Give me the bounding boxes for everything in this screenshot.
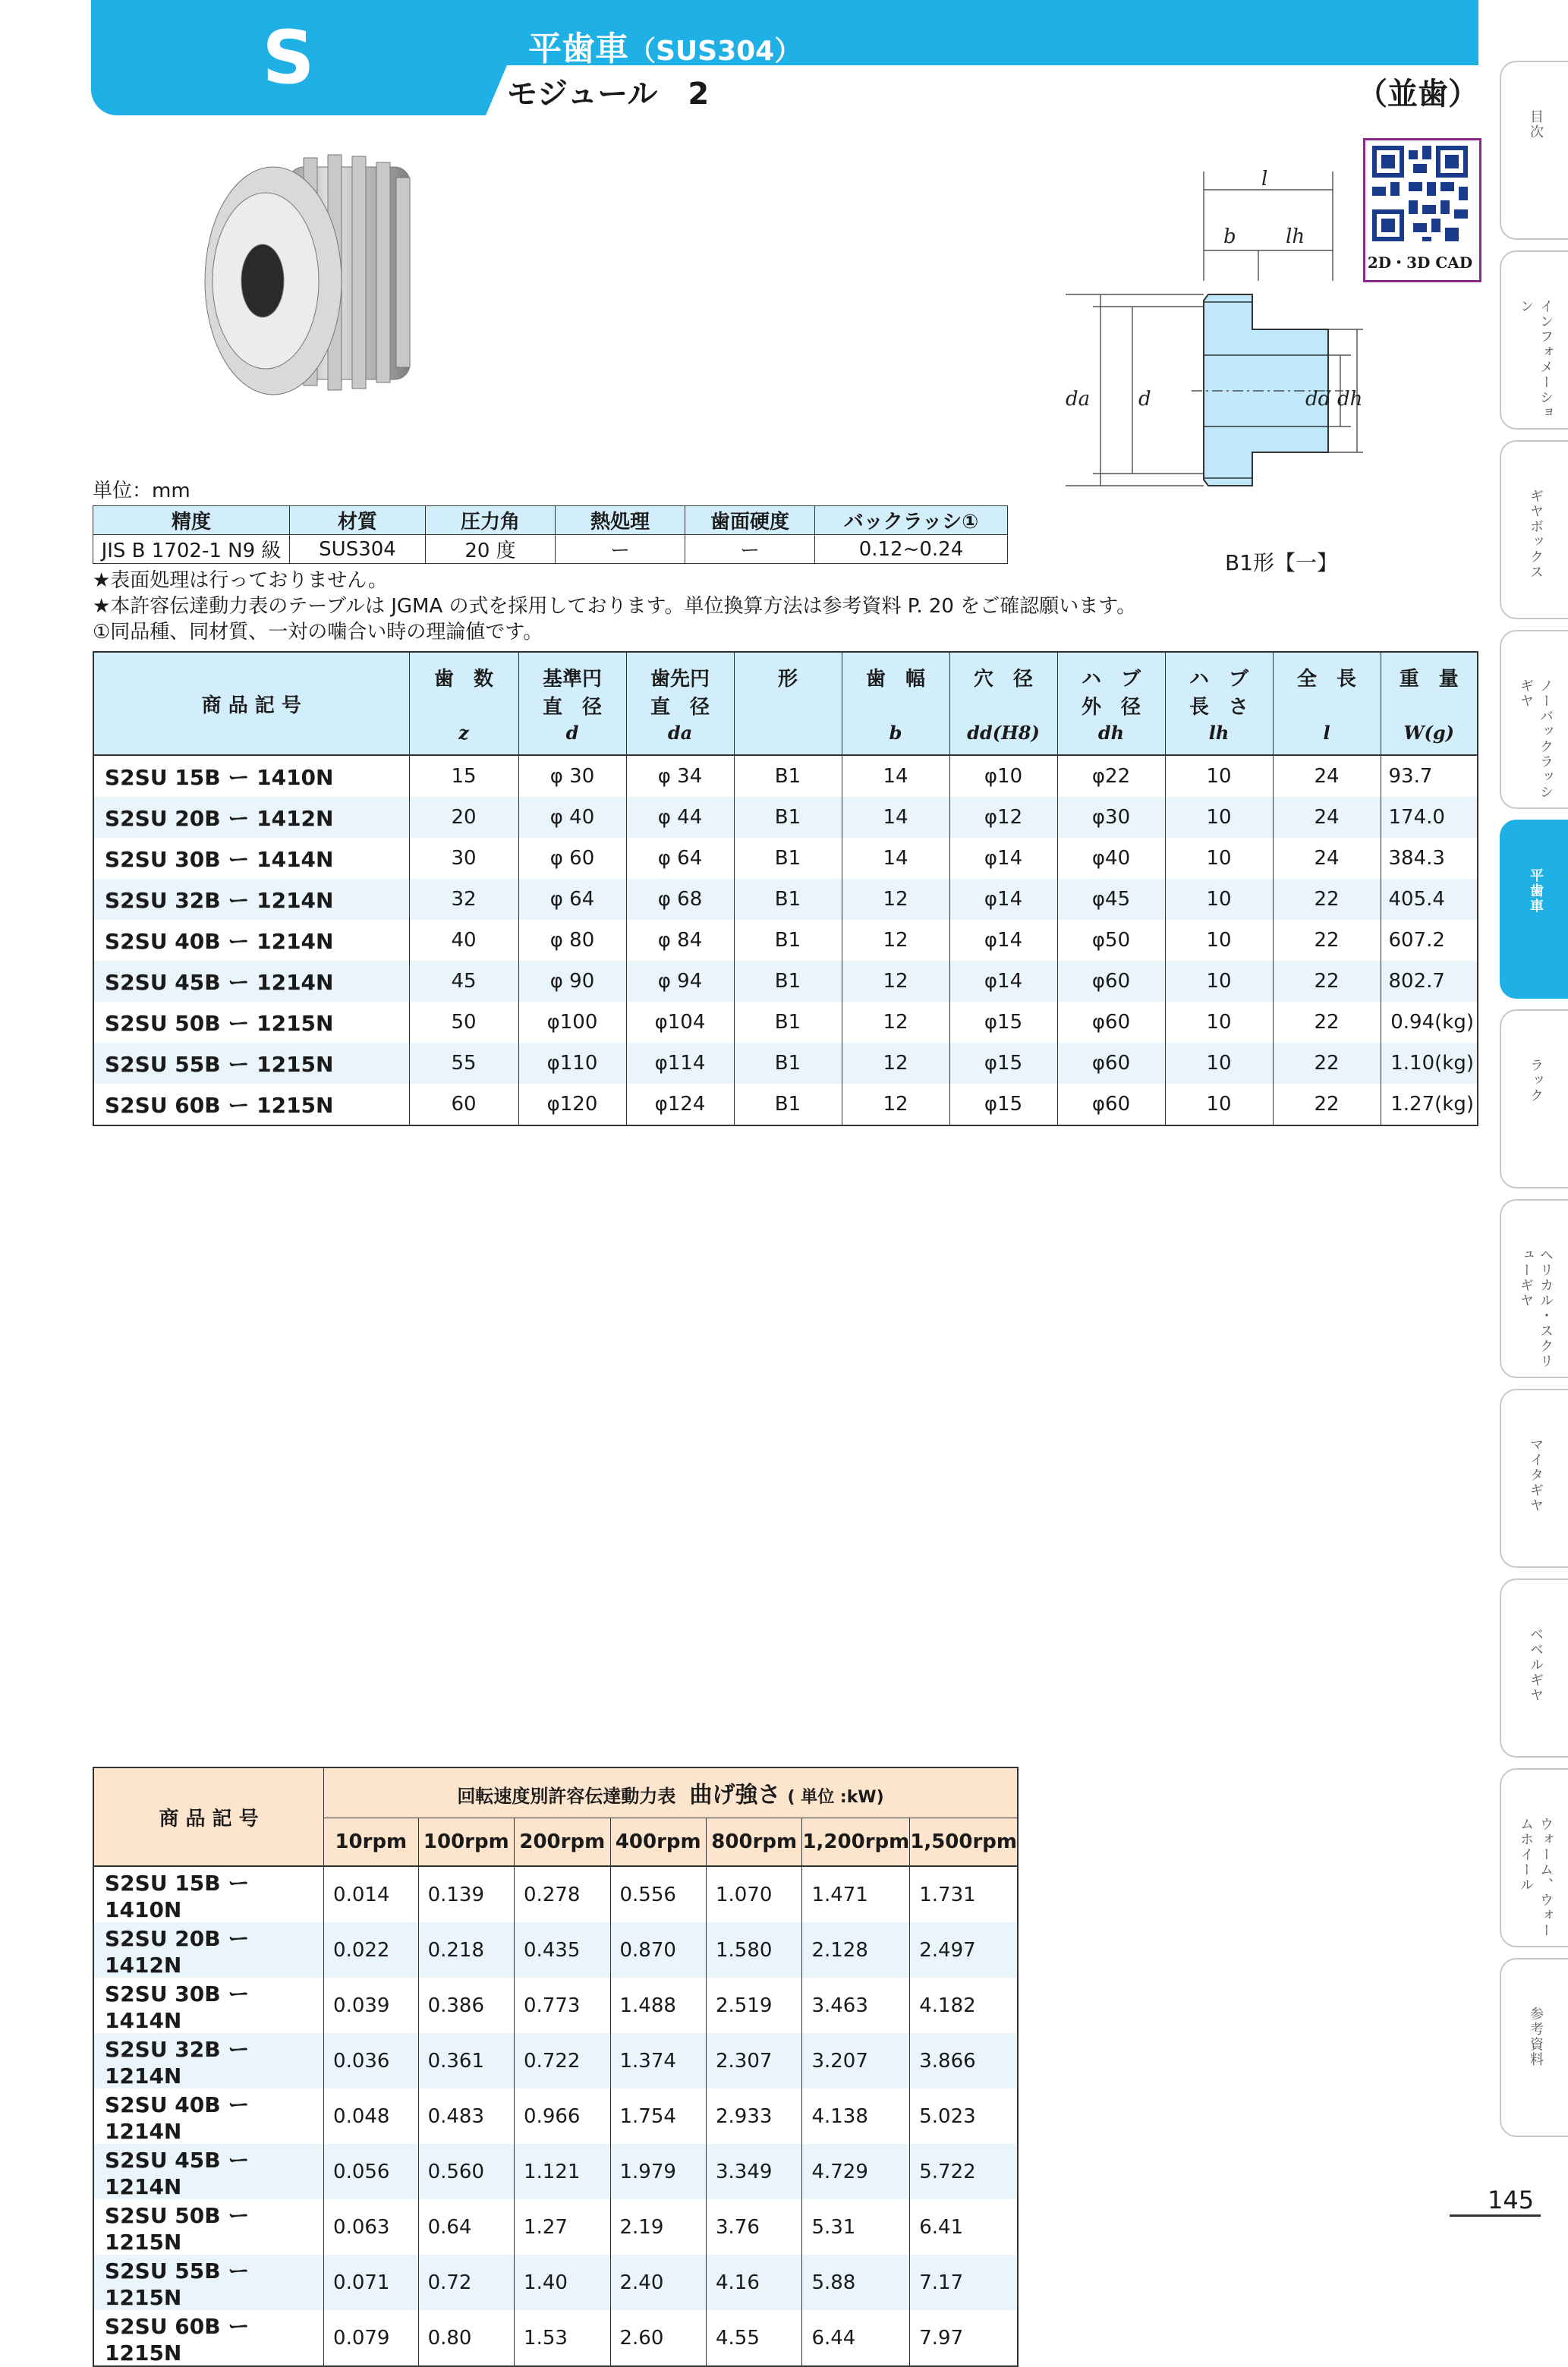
sidebar-tab-label: マイタギヤ — [1528, 1437, 1544, 1513]
note-line: ★本許容伝達動力表のテーブルは JGMA の式を採用しております。単位換算方法は参考資料 P. 20 をご確認願います。 — [93, 595, 1137, 618]
power-code-header: 商 品 記 号 — [93, 1767, 324, 1866]
table-cell: φ45 — [1057, 879, 1165, 920]
sidebar-tab-label: ウォーム、ウォームホイール — [1518, 1817, 1554, 1938]
spur-gear-photo — [190, 152, 433, 410]
power-cell: 0.870 — [610, 1922, 706, 1978]
sidebar-tab[interactable] — [1500, 1199, 1568, 1378]
power-cell: 0.386 — [418, 1978, 514, 2033]
col-symbol: lh — [1165, 722, 1273, 755]
product-table — [93, 651, 1478, 1126]
power-cell: 0.361 — [418, 2033, 514, 2088]
sidebar-tab-label: 目次 — [1528, 109, 1544, 140]
weight-cell: 1.27(kg) — [1381, 1084, 1478, 1125]
table-cell: φ30 — [1057, 797, 1165, 838]
spec-header: 熱処理 — [556, 506, 685, 535]
power-title: 回転速度別許容伝達動力表 曲げ強さ ( 単位 :kW) — [324, 1767, 1018, 1818]
spec-header: 材質 — [290, 506, 426, 535]
table-cell: φ14 — [949, 879, 1057, 920]
table-cell: 10 — [1165, 961, 1273, 1002]
table-cell: φ10 — [949, 755, 1057, 797]
table-cell: φ 30 — [518, 755, 626, 797]
product-code: S2SU 55B ー 1215N — [93, 1043, 409, 1084]
power-cell: 1.27 — [515, 2199, 610, 2255]
product-code: S2SU 55B ー 1215N — [93, 2255, 324, 2310]
power-cell: 1.488 — [610, 1978, 706, 2033]
power-cell: 4.138 — [802, 2088, 910, 2144]
dim-d: d — [1138, 388, 1151, 411]
table-cell: φ120 — [518, 1084, 626, 1125]
table-cell: 12 — [842, 1084, 949, 1125]
table-cell: φ14 — [949, 920, 1057, 961]
table-cell: φ 94 — [626, 961, 734, 1002]
table-cell: φ15 — [949, 1084, 1057, 1125]
table-cell: 22 — [1273, 920, 1381, 961]
dim-lh: lh — [1286, 225, 1305, 248]
table-cell: 20 — [409, 797, 518, 838]
power-cell: 2.19 — [610, 2199, 706, 2255]
power-cell: 1.121 — [515, 2144, 610, 2199]
weight-cell: 1.10(kg) — [1381, 1043, 1478, 1084]
table-cell: φ60 — [1057, 1084, 1165, 1125]
product-code: S2SU 15B ー 1410N — [93, 755, 409, 797]
product-code: S2SU 20B ー 1412N — [93, 797, 409, 838]
table-cell: 15 — [409, 755, 518, 797]
power-cell: 0.72 — [418, 2255, 514, 2310]
table-cell: 30 — [409, 838, 518, 879]
table-cell: 40 — [409, 920, 518, 961]
col-header: ハ ブ 外 径 — [1057, 652, 1165, 722]
power-cell: 1.53 — [515, 2310, 610, 2366]
product-code: S2SU 45B ー 1214N — [93, 2144, 324, 2199]
gear-dimension-drawing — [1063, 167, 1366, 524]
note-line: ①同品種、同材質、一対の噛合い時の理論値です。 — [93, 621, 543, 644]
power-cell: 0.014 — [324, 1866, 419, 1922]
table-cell: φ12 — [949, 797, 1057, 838]
power-cell: 0.063 — [324, 2199, 419, 2255]
spec-header: 歯面硬度 — [685, 506, 815, 535]
speed-header: 100rpm — [418, 1818, 514, 1866]
table-cell: 10 — [1165, 920, 1273, 961]
qr-label: 2D・3D CAD — [1367, 253, 1473, 272]
sidebar-tab-label: ノーバックラッシギヤ — [1518, 678, 1554, 800]
power-cell: 0.435 — [515, 1922, 610, 1978]
weight-cell: 384.3 — [1381, 838, 1478, 879]
table-row — [93, 1978, 1018, 2033]
power-cell: 1.070 — [706, 1866, 801, 1922]
table-row — [93, 2033, 1018, 2088]
power-cell: 0.556 — [610, 1866, 706, 1922]
table-cell: φ15 — [949, 1002, 1057, 1043]
series-letter: S — [262, 15, 315, 100]
power-cell: 5.88 — [802, 2255, 910, 2310]
table-cell: φ 84 — [626, 920, 734, 961]
unit-label: 単位：mm — [93, 480, 190, 502]
weight-cell: 405.4 — [1381, 879, 1478, 920]
table-cell: φ60 — [1057, 961, 1165, 1002]
table-row — [93, 1922, 1018, 1978]
power-cell: 0.036 — [324, 2033, 419, 2088]
power-cell: 4.55 — [706, 2310, 801, 2366]
power-cell: 0.483 — [418, 2088, 514, 2144]
spec-table — [93, 505, 1008, 564]
table-cell: φ 64 — [626, 838, 734, 879]
table-cell: φ15 — [949, 1043, 1057, 1084]
table-cell: 22 — [1273, 961, 1381, 1002]
module-label: モジュール 2 — [507, 77, 710, 112]
sidebar-tab[interactable] — [1500, 440, 1568, 619]
power-cell: 3.349 — [706, 2144, 801, 2199]
table-cell: φ14 — [949, 838, 1057, 879]
power-rows — [93, 1866, 1018, 2366]
spec-value: 0.12~0.24 — [815, 535, 1008, 564]
table-row — [93, 879, 1478, 920]
power-cell: 5.023 — [910, 2088, 1018, 2144]
power-cell: 7.97 — [910, 2310, 1018, 2366]
power-cell: 4.729 — [802, 2144, 910, 2199]
weight-cell: 802.7 — [1381, 961, 1478, 1002]
dim-dh: dh — [1337, 388, 1363, 411]
table-cell: 12 — [842, 961, 949, 1002]
table-cell: 24 — [1273, 797, 1381, 838]
speed-header: 800rpm — [706, 1818, 801, 1866]
spec-header: 精度 — [93, 506, 290, 535]
table-cell: 12 — [842, 1002, 949, 1043]
power-cell: 6.41 — [910, 2199, 1018, 2255]
table-cell: 22 — [1273, 879, 1381, 920]
power-cell: 6.44 — [802, 2310, 910, 2366]
table-row — [93, 1866, 1018, 1922]
power-cell: 0.278 — [515, 1866, 610, 1922]
table-cell: 60 — [409, 1084, 518, 1125]
dim-da: da — [1066, 388, 1091, 411]
speed-header: 1,500rpm — [910, 1818, 1018, 1866]
table-cell: φ110 — [518, 1043, 626, 1084]
power-cell: 0.022 — [324, 1922, 419, 1978]
col-header: 形 — [734, 652, 842, 722]
table-row — [93, 961, 1478, 1002]
power-cell: 0.218 — [418, 1922, 514, 1978]
table-cell: B1 — [734, 1084, 842, 1125]
product-code: S2SU 30B ー 1414N — [93, 1978, 324, 2033]
power-cell: 2.497 — [910, 1922, 1018, 1978]
table-cell: B1 — [734, 1043, 842, 1084]
power-cell: 2.60 — [610, 2310, 706, 2366]
table-row — [93, 2310, 1018, 2366]
power-cell: 0.64 — [418, 2199, 514, 2255]
table-row — [93, 2255, 1018, 2310]
table-cell: φ50 — [1057, 920, 1165, 961]
page-title — [528, 21, 801, 70]
product-code: S2SU 45B ー 1214N — [93, 961, 409, 1002]
dim-dd: dd — [1305, 388, 1331, 411]
sidebar-tab-label: 参考資料 — [1528, 2007, 1544, 2067]
table-cell: 45 — [409, 961, 518, 1002]
spec-value-row — [93, 535, 1008, 564]
table-cell: φ 34 — [626, 755, 734, 797]
product-code: S2SU 40B ー 1214N — [93, 2088, 324, 2144]
power-cell: 0.071 — [324, 2255, 419, 2310]
table-cell: 10 — [1165, 1002, 1273, 1043]
table-cell: 22 — [1273, 1043, 1381, 1084]
spec-value: 20 度 — [426, 535, 556, 564]
spec-header: 圧力角 — [426, 506, 556, 535]
product-code: S2SU 50B ー 1215N — [93, 2199, 324, 2255]
table-cell: φ 40 — [518, 797, 626, 838]
power-cell: 0.139 — [418, 1866, 514, 1922]
tooth-type-label: （並歯） — [1357, 77, 1478, 112]
table-cell: φ 60 — [518, 838, 626, 879]
power-cell: 5.722 — [910, 2144, 1018, 2199]
table-cell: 55 — [409, 1043, 518, 1084]
table-row — [93, 797, 1478, 838]
table-cell: 12 — [842, 879, 949, 920]
power-table — [93, 1767, 1019, 2367]
weight-cell: 93.7 — [1381, 755, 1478, 797]
title-material: （SUS304） — [628, 36, 802, 67]
power-cell: 1.979 — [610, 2144, 706, 2199]
col-symbol: da — [626, 722, 734, 755]
table-cell: B1 — [734, 755, 842, 797]
col-header: 穴 径 — [949, 652, 1057, 722]
table-cell: 10 — [1165, 879, 1273, 920]
sidebar-tab-label: インフォメーション — [1518, 299, 1554, 420]
speed-header: 400rpm — [610, 1818, 706, 1866]
power-cell: 0.079 — [324, 2310, 419, 2366]
sidebar-tab-label: ラック — [1528, 1058, 1544, 1103]
sidebar-tab[interactable] — [1500, 630, 1568, 809]
table-cell: 14 — [842, 838, 949, 879]
power-cell: 0.056 — [324, 2144, 419, 2199]
col-symbol: b — [842, 722, 949, 755]
table-cell: B1 — [734, 797, 842, 838]
table-cell: 50 — [409, 1002, 518, 1043]
weight-cell: 607.2 — [1381, 920, 1478, 961]
spec-header: バックラッシ① — [815, 506, 1008, 535]
drawing-caption: B1形【一】 — [1225, 550, 1339, 575]
sidebar-tab[interactable] — [1500, 820, 1568, 999]
sidebar-tab-label: ギヤボックス — [1528, 489, 1544, 580]
table-row — [93, 755, 1478, 797]
table-row — [93, 2199, 1018, 2255]
power-cell: 1.754 — [610, 2088, 706, 2144]
table-cell: φ 68 — [626, 879, 734, 920]
qr-code-icon[interactable] — [1372, 146, 1468, 241]
table-cell: B1 — [734, 838, 842, 879]
col-header: 歯 幅 — [842, 652, 949, 722]
sidebar-tab[interactable] — [1500, 1958, 1568, 2137]
power-cell: 3.866 — [910, 2033, 1018, 2088]
table-cell: B1 — [734, 1002, 842, 1043]
spec-value: ー — [685, 535, 815, 564]
table-cell: φ60 — [1057, 1043, 1165, 1084]
product-header-row — [93, 652, 1478, 722]
table-cell: 32 — [409, 879, 518, 920]
power-cell: 4.182 — [910, 1978, 1018, 2033]
table-row — [93, 1043, 1478, 1084]
product-rows — [93, 755, 1478, 1125]
sidebar-tab[interactable] — [1500, 1009, 1568, 1188]
speed-header: 10rpm — [324, 1818, 419, 1866]
weight-cell: 174.0 — [1381, 797, 1478, 838]
power-cell: 2.519 — [706, 1978, 801, 2033]
sidebar-tab[interactable] — [1500, 1389, 1568, 1568]
table-row — [93, 2088, 1018, 2144]
product-code: S2SU 20B ー 1412N — [93, 1922, 324, 1978]
product-code: S2SU 60B ー 1215N — [93, 1084, 409, 1125]
table-cell: 10 — [1165, 755, 1273, 797]
table-cell: B1 — [734, 961, 842, 1002]
power-cell: 4.16 — [706, 2255, 801, 2310]
table-cell: 10 — [1165, 1084, 1273, 1125]
power-cell: 5.31 — [802, 2199, 910, 2255]
power-title-row — [93, 1767, 1018, 1818]
dim-b: b — [1223, 225, 1236, 248]
col-symbol — [734, 722, 842, 755]
table-cell: 12 — [842, 920, 949, 961]
product-code: S2SU 50B ー 1215N — [93, 1002, 409, 1043]
col-header: ハ ブ 長 さ — [1165, 652, 1273, 722]
table-cell: φ60 — [1057, 1002, 1165, 1043]
table-cell: φ22 — [1057, 755, 1165, 797]
table-cell: 12 — [842, 1043, 949, 1084]
power-cell: 3.76 — [706, 2199, 801, 2255]
spec-value: ー — [556, 535, 685, 564]
product-code: S2SU 32B ー 1214N — [93, 2033, 324, 2088]
col-header: 重 量 — [1381, 652, 1478, 722]
weight-cell: 0.94(kg) — [1381, 1002, 1478, 1043]
table-row — [93, 838, 1478, 879]
dim-l: l — [1261, 168, 1268, 190]
product-code: S2SU 40B ー 1214N — [93, 920, 409, 961]
table-cell: 24 — [1273, 838, 1381, 879]
table-cell: φ40 — [1057, 838, 1165, 879]
table-cell: 10 — [1165, 838, 1273, 879]
spec-value: JIS B 1702-1 N9 級 — [93, 535, 290, 564]
table-cell: 22 — [1273, 1002, 1381, 1043]
product-code-header: 商 品 記 号 — [93, 652, 409, 755]
table-cell: 14 — [842, 797, 949, 838]
col-symbol: dd(H8) — [949, 722, 1057, 755]
sidebar-tab-label: ベベルギヤ — [1528, 1627, 1544, 1703]
table-cell: B1 — [734, 920, 842, 961]
col-symbol: z — [409, 722, 518, 755]
table-cell: φ 64 — [518, 879, 626, 920]
col-symbol: dh — [1057, 722, 1165, 755]
col-header: 基準円 直 径 — [518, 652, 626, 722]
table-cell: 10 — [1165, 1043, 1273, 1084]
table-cell: φ104 — [626, 1002, 734, 1043]
power-cell: 3.463 — [802, 1978, 910, 2033]
spec-header-row — [93, 506, 1008, 535]
table-cell: φ 90 — [518, 961, 626, 1002]
note-line: ★表面処理は行っておりません。 — [93, 569, 388, 592]
power-cell: 0.560 — [418, 2144, 514, 2199]
power-cell: 1.471 — [802, 1866, 910, 1922]
table-cell: 14 — [842, 755, 949, 797]
power-cell: 0.80 — [418, 2310, 514, 2366]
table-cell: φ100 — [518, 1002, 626, 1043]
col-header: 歯先円 直 径 — [626, 652, 734, 722]
power-cell: 1.580 — [706, 1922, 801, 1978]
table-cell: 24 — [1273, 755, 1381, 797]
table-row — [93, 1084, 1478, 1125]
col-header: 全 長 — [1273, 652, 1381, 722]
power-cell: 3.207 — [802, 2033, 910, 2088]
table-cell: φ114 — [626, 1043, 734, 1084]
table-cell: φ14 — [949, 961, 1057, 1002]
notes — [93, 568, 1136, 645]
product-code: S2SU 60B ー 1215N — [93, 2310, 324, 2366]
col-header: 歯 数 — [409, 652, 518, 722]
power-cell: 1.40 — [515, 2255, 610, 2310]
power-cell: 0.048 — [324, 2088, 419, 2144]
table-row — [93, 1002, 1478, 1043]
table-row — [93, 920, 1478, 961]
page-number: 145 — [1488, 2186, 1535, 2214]
table-cell: φ 80 — [518, 920, 626, 961]
sidebar-tab-label: ヘリカル・スクリューギヤ — [1518, 1248, 1554, 1369]
col-symbol: W(g) — [1381, 722, 1478, 755]
sidebar-tab[interactable] — [1500, 1579, 1568, 1758]
power-cell: 1.374 — [610, 2033, 706, 2088]
power-cell: 2.307 — [706, 2033, 801, 2088]
title-main: 平歯車 — [528, 30, 628, 68]
spec-value: SUS304 — [290, 535, 426, 564]
speed-header: 1,200rpm — [802, 1818, 910, 1866]
table-cell: φ124 — [626, 1084, 734, 1125]
power-cell: 0.966 — [515, 2088, 610, 2144]
sidebar-tab[interactable] — [1500, 61, 1568, 240]
speed-header: 200rpm — [515, 1818, 610, 1866]
power-cell: 0.722 — [515, 2033, 610, 2088]
power-cell: 1.731 — [910, 1866, 1018, 1922]
power-cell: 7.17 — [910, 2255, 1018, 2310]
sidebar-tab-label: 平歯車 — [1528, 868, 1544, 914]
table-cell: B1 — [734, 879, 842, 920]
power-cell: 0.039 — [324, 1978, 419, 2033]
power-cell: 2.40 — [610, 2255, 706, 2310]
product-code: S2SU 15B ー 1410N — [93, 1866, 324, 1922]
col-symbol: d — [518, 722, 626, 755]
table-cell: 10 — [1165, 797, 1273, 838]
sidebar-tab[interactable] — [1500, 1768, 1568, 1947]
power-cell: 2.933 — [706, 2088, 801, 2144]
power-cell: 2.128 — [802, 1922, 910, 1978]
table-cell: φ 44 — [626, 797, 734, 838]
page-number-underline — [1450, 2214, 1541, 2217]
product-code: S2SU 32B ー 1214N — [93, 879, 409, 920]
table-row — [93, 2144, 1018, 2199]
power-cell: 0.773 — [515, 1978, 610, 2033]
sidebar-tab[interactable] — [1500, 250, 1568, 430]
product-code: S2SU 30B ー 1414N — [93, 838, 409, 879]
col-symbol: l — [1273, 722, 1381, 755]
table-cell: 22 — [1273, 1084, 1381, 1125]
